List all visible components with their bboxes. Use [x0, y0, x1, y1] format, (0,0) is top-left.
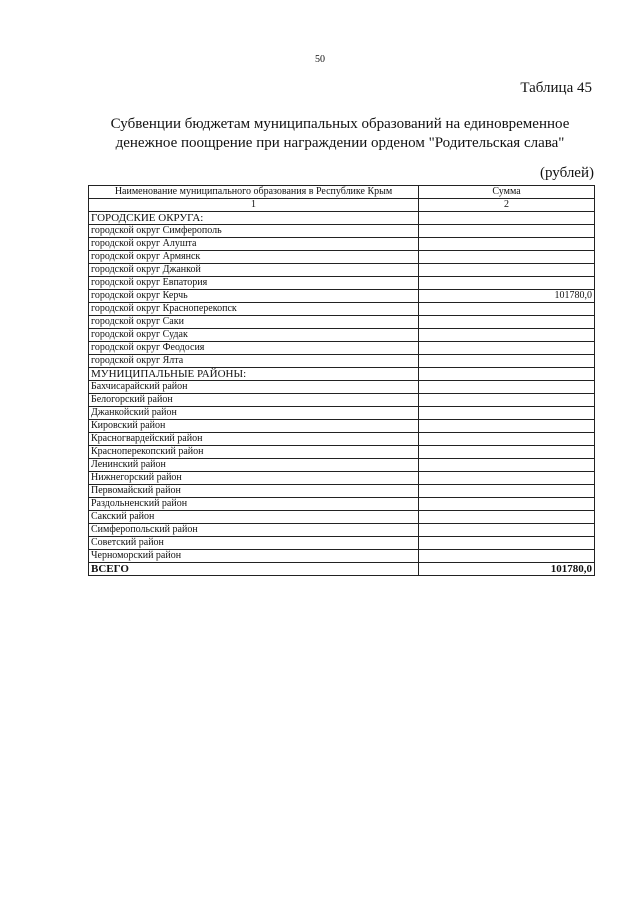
amount-cell — [419, 420, 595, 433]
amount-cell — [419, 446, 595, 459]
column-number-2: 2 — [419, 199, 595, 212]
table-row — [89, 446, 595, 459]
amount-cell — [419, 407, 595, 420]
table-row — [89, 498, 595, 511]
table-row — [89, 433, 595, 446]
table-body — [89, 212, 595, 563]
table-label: Таблица 45 — [520, 80, 592, 96]
municipality-name: городской округ Алушта — [89, 238, 419, 251]
amount-cell — [419, 316, 595, 329]
amount-cell — [419, 524, 595, 537]
municipality-name: городской округ Феодосия — [89, 342, 419, 355]
table-row — [89, 342, 595, 355]
municipality-name: городской округ Армянск — [89, 251, 419, 264]
title-line-2: денежное поощрение при награждении орденом "Родительская слава" — [115, 135, 565, 151]
amount-cell — [419, 511, 595, 524]
municipality-name: Черноморский район — [89, 550, 419, 563]
table-row — [89, 381, 595, 394]
municipality-name: Первомайский район — [89, 485, 419, 498]
municipality-name: Красноперекопский район — [89, 446, 419, 459]
amount-cell — [419, 329, 595, 342]
table-row — [89, 251, 595, 264]
subventions-table — [88, 185, 595, 576]
table-row — [89, 511, 595, 524]
table-row — [89, 472, 595, 485]
municipality-name: городской округ Красноперекопск — [89, 303, 419, 316]
table-row — [89, 238, 595, 251]
municipality-name: городской округ Саки — [89, 316, 419, 329]
amount-cell — [419, 303, 595, 316]
header-name: Наименование муниципального образования в Республике Крым — [89, 186, 419, 199]
header-sum: Сумма — [419, 186, 595, 199]
municipality-name: городской округ Евпатория — [89, 277, 419, 290]
municipality-name: городской округ Судак — [89, 329, 419, 342]
document-title — [90, 115, 590, 153]
municipality-name: Нижнегорский район — [89, 472, 419, 485]
table-row — [89, 264, 595, 277]
amount-cell — [419, 355, 595, 368]
table-row — [89, 355, 595, 368]
municipality-name: Кировский район — [89, 420, 419, 433]
amount-cell — [419, 212, 595, 225]
table-row — [89, 485, 595, 498]
table-row — [89, 316, 595, 329]
amount-cell — [419, 485, 595, 498]
amount-cell — [419, 277, 595, 290]
amount-cell — [419, 251, 595, 264]
amount-cell — [419, 394, 595, 407]
amount-cell — [419, 381, 595, 394]
units-label: (рублей) — [539, 165, 594, 181]
table-row — [89, 524, 595, 537]
table-row — [89, 277, 595, 290]
column-number-row — [89, 199, 595, 212]
amount-cell — [419, 238, 595, 251]
amount-cell — [419, 537, 595, 550]
amount-cell — [419, 550, 595, 563]
table-row — [89, 550, 595, 563]
municipality-name: Красногвардейский район — [89, 433, 419, 446]
table-row — [89, 329, 595, 342]
amount-cell — [419, 472, 595, 485]
municipality-name: Джанкойский район — [89, 407, 419, 420]
section-header-row — [89, 368, 595, 381]
column-number-1: 1 — [89, 199, 419, 212]
municipality-name: городской округ Джанкой — [89, 264, 419, 277]
amount-cell — [419, 264, 595, 277]
table-row — [89, 537, 595, 550]
table-row — [89, 303, 595, 316]
municipality-name: Советский район — [89, 537, 419, 550]
section-header-row — [89, 212, 595, 225]
municipality-name: Симферопольский район — [89, 524, 419, 537]
municipality-name: МУНИЦИПАЛЬНЫЕ РАЙОНЫ: — [89, 368, 419, 381]
total-row — [89, 563, 595, 576]
municipality-name: Раздольненский район — [89, 498, 419, 511]
amount-cell — [419, 498, 595, 511]
municipality-name: городской округ Ялта — [89, 355, 419, 368]
table-row — [89, 290, 595, 303]
table-row — [89, 407, 595, 420]
table-row — [89, 420, 595, 433]
amount-cell — [419, 225, 595, 238]
amount-cell — [419, 368, 595, 381]
header-row — [89, 186, 595, 199]
amount-cell: 101780,0 — [419, 290, 595, 303]
table-row — [89, 459, 595, 472]
municipality-name: Ленинский район — [89, 459, 419, 472]
total-amount: 101780,0 — [419, 563, 595, 576]
amount-cell — [419, 342, 595, 355]
municipality-name: Белогорский район — [89, 394, 419, 407]
page-number: 50 — [315, 54, 325, 65]
municipality-name: Бахчисарайский район — [89, 381, 419, 394]
municipality-name: Сакский район — [89, 511, 419, 524]
municipality-name: городской округ Симферополь — [89, 225, 419, 238]
municipality-name: ГОРОДСКИЕ ОКРУГА: — [89, 212, 419, 225]
total-label: ВСЕГО — [89, 563, 419, 576]
table-row — [89, 394, 595, 407]
municipality-name: городской округ Керчь — [89, 290, 419, 303]
title-line-1: Субвенции бюджетам муниципальных образований на единовременное — [110, 116, 570, 132]
amount-cell — [419, 433, 595, 446]
table-row — [89, 225, 595, 238]
amount-cell — [419, 459, 595, 472]
